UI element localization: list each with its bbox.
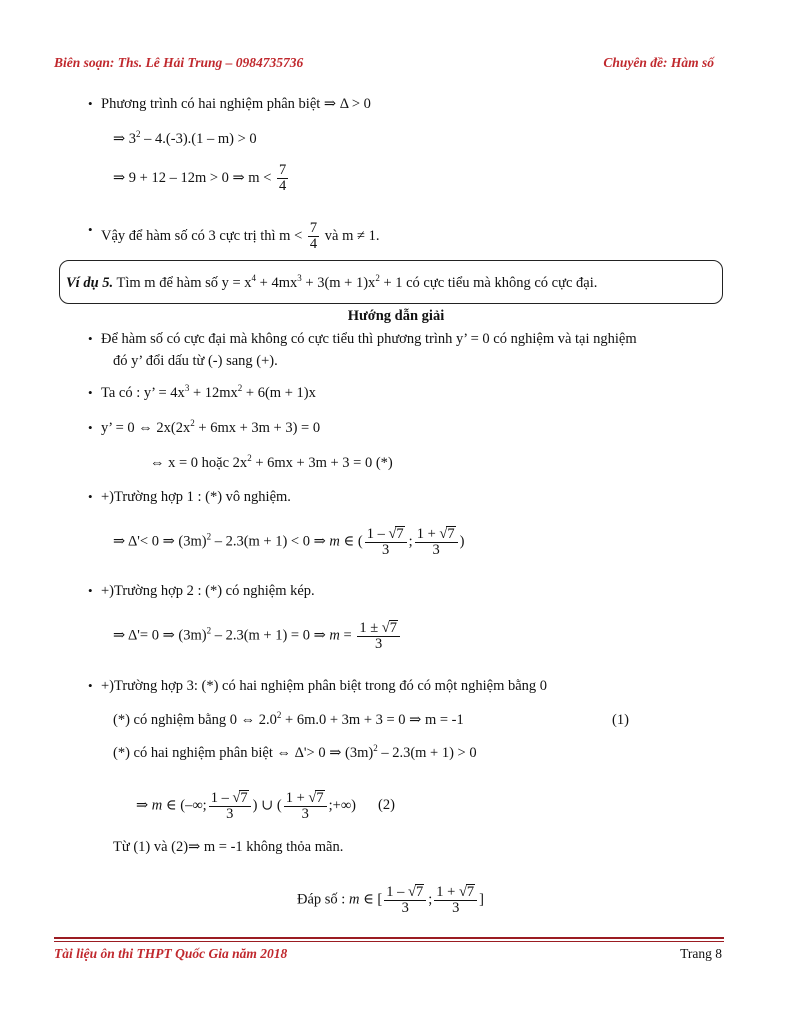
- case-3-zero-root: (*) có nghiệm bằng 0 ⇔ $2.0^2 + 6m.0 + 3m + 3 = 0$ ⇒ m = -1: [113, 710, 464, 728]
- case-3-interval: ⇒ m ∈ (–∞; $\frac{1 - √7}{3}$ ) ∪ ( $\frac{1 + √7}{3}$ ;+∞) (2): [136, 790, 395, 822]
- header-author: Biên soạn: Ths. Lê Hải Trung – 0984735736: [54, 55, 304, 70]
- guide-title: Hướng dẫn giải: [347, 308, 445, 324]
- case-3-conclusion: Từ (1) và (2)⇒ m = -1 không thỏa mãn.: [113, 839, 344, 855]
- case-1-title: • +)Trường hợp 1 : (*) vô nghiệm.: [101, 488, 291, 506]
- final-answer: Đáp số : m ∈ [ $\frac{1 - √7}{3}$ ; $\frac{1 + √7}{3}$ ]: [297, 884, 485, 916]
- example-statement: Ví dụ 5. Tìm m để hàm số $y = x^4 + 4mx^3 + 3(m + 1)x^2 + 1$ có cực tiểu mà không có cực đại.: [66, 273, 598, 291]
- footer-rule-thin: [54, 941, 724, 942]
- case-3-title: • +)Trường hợp 3: (*) có hai nghiệm phân biệt trong đó có một nghiệm bằng 0: [101, 677, 547, 695]
- sol-intro-1: • Để hàm số có cực đại mà không có cực tiểu thì phương trình y’ = 0 có nghiệm và tại nghiệm: [101, 330, 637, 348]
- sol-derivative-zero: • y’ = 0 ⇔ $2x(2x^2 + 6mx + 3m + 3) = 0$: [101, 419, 320, 437]
- header-topic: Chuyên đề: Hàm số: [603, 55, 714, 70]
- sol-derivative: • Ta có : y’ = $4x^3 + 12mx^2 + 6(m + 1)x$: [101, 384, 316, 402]
- footer-title: Tài liệu ôn thi THPT Quốc Gia năm 2018: [54, 946, 288, 961]
- line-distinct-roots: • Phương trình có hai nghiệm phân biệt ⇒ Δ > 0: [101, 95, 371, 113]
- line-discriminant: ⇒ $3^2 - 4.(-3).(1 - m) > 0$: [113, 129, 257, 147]
- page-number: Trang 8: [680, 946, 722, 961]
- line-conclusion: • Vậy để hàm số có 3 cực trị thì m < $\frac{7}{4}$ và m ≠ 1.: [101, 221, 379, 252]
- case-3-distinct-roots: (*) có hai nghiệm phân biệt ⇔ Δ'> 0 ⇒ $(3m)^2 - 2.3(m + 1) > 0$: [113, 743, 477, 761]
- sol-intro-2: đó y’ đổi dấu từ (-) sang (+).: [113, 353, 278, 369]
- case-1-derivation: ⇒ Δ'< 0 ⇒ $(3m)^2 - 2.3(m + 1) < 0$ ⇒ m ∈ ( $\frac{1 - √7}{3}$ ; $\frac{1 + √7}{3}$ ): [113, 526, 465, 558]
- case-3-eq-number-1: (1): [612, 712, 629, 728]
- case-2-derivation: ⇒ Δ'= 0 ⇒ $(3m)^2 - 2.3(m + 1) = 0$ ⇒ m = $\frac{1 \pm √7}{3}$: [113, 620, 402, 652]
- footer-rule-thick: [54, 937, 724, 939]
- sol-factored: ⇔ x = 0 hoặc $2x^2 + 6mx + 3m + 3 = 0$ (*): [150, 453, 393, 471]
- line-inequality: ⇒ 9 + 12 – 12m > 0 ⇒ m < $\frac{7}{4}$: [113, 162, 287, 194]
- case-2-title: • +)Trường hợp 2 : (*) có nghiệm kép.: [101, 582, 315, 600]
